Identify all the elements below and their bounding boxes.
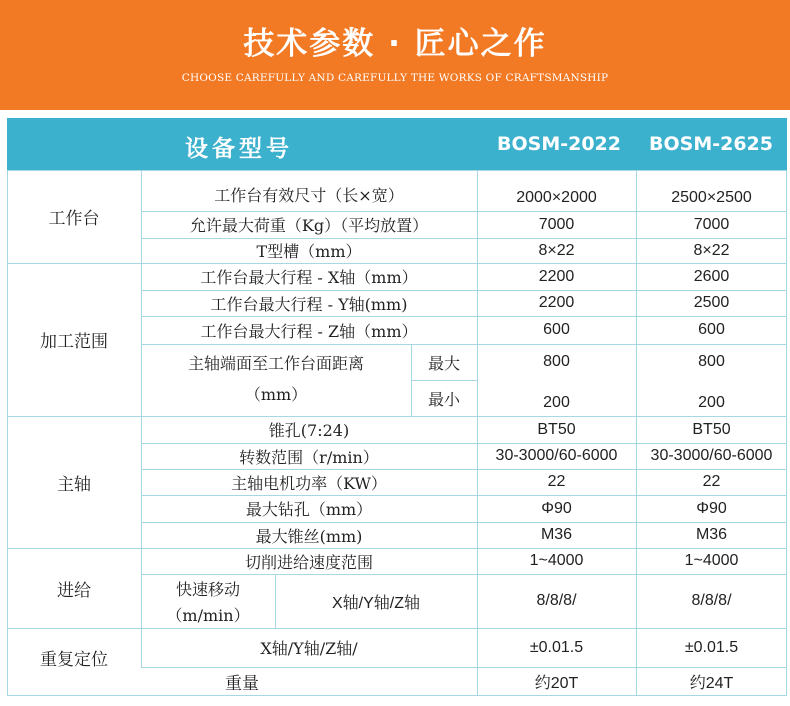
value-rapid-2: 8/8/8/ xyxy=(691,592,732,609)
value-max-drill-2: Φ90 xyxy=(696,499,727,517)
value-repeat-2: ±0.01.5 xyxy=(684,638,739,656)
value-weight-2: 约24T xyxy=(689,674,734,692)
value-max-tap-2: M36 xyxy=(695,526,728,543)
param-rapid-axes: X轴/Y轴/Z轴 xyxy=(331,594,420,612)
param-t-slot: T型槽（mm） xyxy=(256,242,362,261)
value-z-travel-2: 600 xyxy=(698,321,725,338)
value-motor-power-1: 22 xyxy=(547,473,566,490)
value-max-drill-1: Φ90 xyxy=(541,499,572,517)
value-taper-1: BT50 xyxy=(537,420,576,438)
param-z-travel: 工作台最大行程 - Z轴（mm） xyxy=(200,321,418,341)
param-taper: 锥孔(7:24) xyxy=(268,421,350,440)
value-speed-range-1: 30-3000/60-6000 xyxy=(495,447,618,464)
value-t-slot-1: 8×22 xyxy=(538,241,575,259)
value-z-travel-1: 600 xyxy=(543,321,570,338)
param-max-load: 允许最大荷重（Kg）（平均放置） xyxy=(189,216,429,235)
category-worktable: 工作台 xyxy=(48,209,100,229)
label-weight: 重量 xyxy=(225,673,259,694)
param-table-size: 工作台有效尺寸（长×宽） xyxy=(214,186,404,205)
label-rapid-line1: 快速移动 xyxy=(175,579,240,599)
value-distance-max-1: 800 xyxy=(543,353,570,370)
page-title: 技术参数 · 匠心之作 xyxy=(243,26,547,62)
category-feed: 进给 xyxy=(57,580,91,601)
value-repeat-1: ±0.01.5 xyxy=(529,638,584,656)
value-distance-max-2: 800 xyxy=(698,353,725,370)
label-distance-max: 最大 xyxy=(427,353,460,373)
table-header xyxy=(7,118,787,170)
header-model-2: BOSM-2625 xyxy=(649,133,773,155)
value-y-travel-1: 2200 xyxy=(538,294,575,311)
value-rapid-1: 8/8/8/ xyxy=(536,592,577,609)
value-x-travel-1: 2200 xyxy=(538,267,575,285)
value-y-travel-2: 2500 xyxy=(693,294,730,311)
value-x-travel-2: 2600 xyxy=(693,267,730,285)
value-distance-min-2: 200 xyxy=(698,394,725,411)
value-cutting-feed-1: 1~4000 xyxy=(529,552,584,569)
value-cutting-feed-2: 1~4000 xyxy=(684,552,739,569)
param-distance-line1: 主轴端面至工作台面距离 xyxy=(187,353,364,373)
label-distance-min: 最小 xyxy=(427,389,460,409)
param-repeat-axes: X轴/Y轴/Z轴/ xyxy=(260,639,358,658)
value-max-load-2: 7000 xyxy=(693,215,730,233)
row-divider xyxy=(7,695,787,696)
value-weight-1: 约20T xyxy=(534,674,579,692)
spec-table xyxy=(7,118,788,696)
param-cutting-feed: 切削进给速度范围 xyxy=(244,552,373,572)
value-distance-min-1: 200 xyxy=(543,394,570,411)
param-speed-range: 转数范围（r/min） xyxy=(239,447,379,467)
page-subtitle: CHOOSE CAREFULLY AND CAREFULLY THE WORKS OF CRAFTSMANSHIP xyxy=(181,72,609,84)
param-motor-power: 主轴电机功率（KW） xyxy=(231,473,387,493)
title-banner xyxy=(0,0,790,110)
header-model-1: BOSM-2022 xyxy=(497,133,621,155)
value-motor-power-2: 22 xyxy=(702,473,721,490)
category-spindle: 主轴 xyxy=(57,474,91,495)
param-y-travel: 工作台最大行程 - Y轴(mm) xyxy=(210,294,408,314)
param-distance-line2: （mm） xyxy=(244,384,308,404)
value-speed-range-2: 30-3000/60-6000 xyxy=(650,447,773,464)
banner-separator xyxy=(0,110,790,118)
value-max-load-1: 7000 xyxy=(538,215,575,233)
param-max-drill: 最大钻孔（mm） xyxy=(245,500,373,519)
value-taper-2: BT50 xyxy=(692,420,731,438)
value-max-tap-1: M36 xyxy=(540,526,573,543)
param-max-tap: 最大锥丝(mm) xyxy=(255,526,363,546)
header-label: 设备型号 xyxy=(185,136,293,162)
param-x-travel: 工作台最大行程 - X轴（mm） xyxy=(200,268,418,287)
category-range: 加工范围 xyxy=(40,332,108,352)
value-table-size-2: 2500×2500 xyxy=(671,188,752,206)
label-rapid-line2: （m/min） xyxy=(166,605,250,625)
category-repeat: 重复定位 xyxy=(40,649,108,670)
value-table-size-1: 2000×2000 xyxy=(516,188,597,206)
value-t-slot-2: 8×22 xyxy=(693,241,730,259)
